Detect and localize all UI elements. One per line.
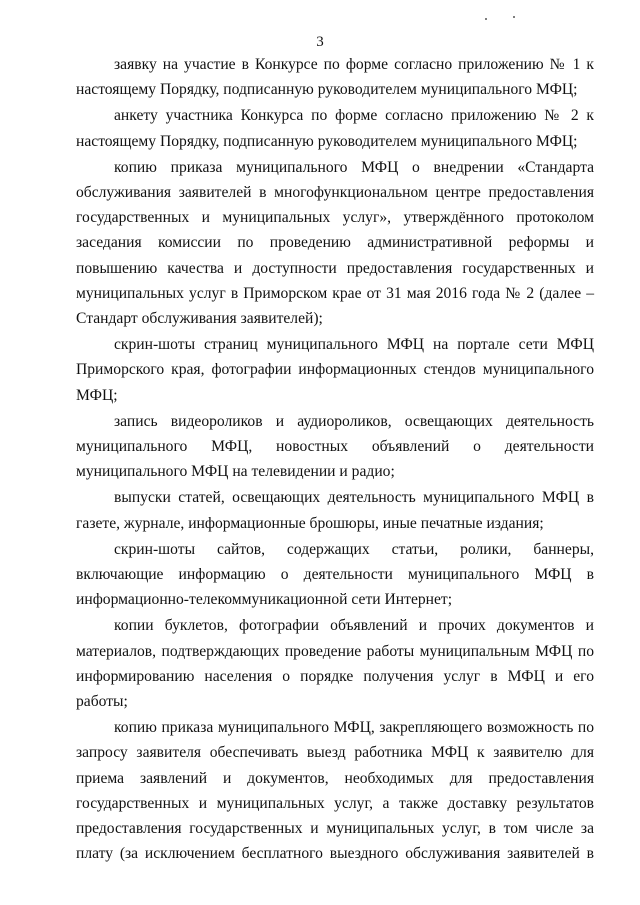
document-body — [76, 52, 594, 867]
page-number: 3 — [316, 34, 324, 50]
paragraph-video-audio: запись видеороликов и аудиороликов, освещающих деятельность муниципального МФЦ, новостных объявлений о деятельности муниципального МФЦ на телевидении и радио; — [76, 412, 594, 481]
paragraph-booklets: копии буклетов, фотографии объявлений и прочих документов и материалов, подтверждающих проведение работы муниципальным МФЦ по информированию населения о порядке получения услуг в МФЦ и его работы; — [76, 617, 594, 711]
scan-speck — [513, 16, 515, 18]
paragraph-standard-order-copy: копию приказа муниципального МФЦ о внедрении «Стандарта обслуживания заявителей в многофункциональном центре предоставления государственных и муниципальных услуг», утверждённого протоколом заседания комиссии по проведению административной реформы и повышению качества и доступности предоставления государственных и муниципальных услуг в Приморском крае от 31 мая 2016 года № 2 (далее – Стандарт обслуживания заявителей); — [76, 158, 594, 328]
scan-speck — [485, 18, 487, 20]
paragraph-portal-screenshots: скрин-шоты страниц муниципального МФЦ на портале сети МФЦ Приморского края, фотографии информационных стендов муниципального МФЦ; — [76, 336, 594, 404]
paragraph-application-form: заявку на участие в Конкурсе по форме согласно приложению № 1 к настоящему Порядку, подписанную руководителем муниципального МФЦ; — [76, 56, 594, 99]
paragraph-participant-questionnaire: анкету участника Конкурса по форме согласно приложению № 2 к настоящему Порядку, подписанную руководителем муниципального МФЦ; — [76, 107, 594, 150]
paragraph-website-screenshots: скрин-шоты сайтов, содержащих статьи, ролики, баннеры, включающие информацию о деятельности муниципального МФЦ в информационно-телекоммуникационной сети Интернет; — [76, 540, 594, 609]
paragraph-onsite-service-order: копию приказа муниципального МФЦ, закрепляющего возможность по запросу заявителя обеспечивать выезд работника МФЦ к заявителю для приема заявлений и документов, необходимых для предоставления государственных и муниципальных услуг, а также доставку результатов предоставления государственных и муниципальных услуг, в том числе за плату (за исключением бесплатного выездного обслуживания заявителей в — [76, 719, 594, 863]
paragraph-print-articles: выпуски статей, освещающих деятельность муниципального МФЦ в газете, журнале, информационные брошюры, иные печатные издания; — [76, 489, 594, 532]
